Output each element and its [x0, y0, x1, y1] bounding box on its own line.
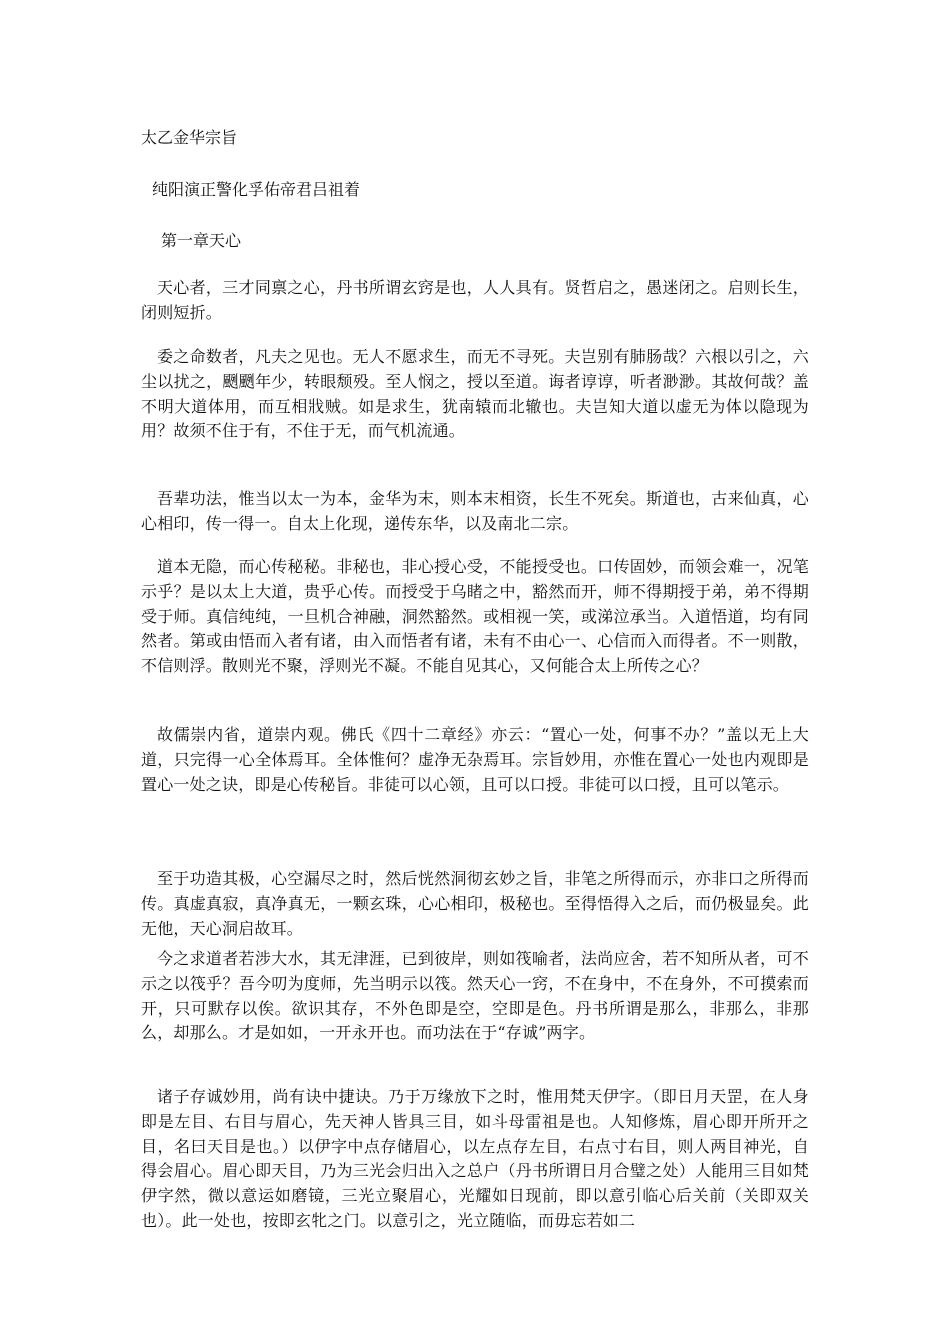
document-title: 太乙金华宗旨 — [141, 128, 238, 147]
paragraph-4: 道本无隐，而心传秘秘。非秘也，非心授心受，不能授受也。口传固妙，而领会难一，况笔示乎？是以太上大道，贵乎心传。而授受于乌睹之中，豁然而开，师不得期授于弟，弟不得期受于师。真信纯纯，一旦机合神融，洞然豁然。或相视一笑，或涕泣承当。入道悟道，均有同然者。第或由悟而入者有诸，由入而悟者有诸，未有不由心一、心信而入而得者。不一则散，不信则浮。散则光不聚，浮则光不凝。不能自见其心，又何能合太上所传之心？ — [141, 557, 809, 676]
paragraph-3: 吾辈功法，惟当以太一为本，金华为末，则本末相资，长生不死矣。斯道也，古来仙真，心心相印，传一得一。自太上化现，递传东华，以及南北二宗。 — [141, 489, 809, 533]
paragraph-5: 故儒崇内省，道崇内观。佛氏《四十二章经》亦云：“置心一处，何事不办？”盖以无上大道，只完得一心全体焉耳。全体惟何？虚净无杂焉耳。宗旨妙用，亦惟在置心一处也内观即是置心一处之诀，即是心传秘旨。非徒可以心领，且可以口授。非徒可以口授，且可以笔示。 — [141, 725, 809, 794]
paragraph-1: 天心者，三才同禀之心，丹书所谓玄窍是也，人人具有。贤哲启之，愚迷闭之。启则长生，闭则短折。 — [141, 278, 809, 322]
paragraph-8: 诸子存诚妙用，尚有诀中捷诀。乃于万缘放下之时，惟用梵天伊字。（即日月天罡，在人身即是左目、右目与眉心，先天神人皆具三目，如斗母雷祖是也。人知修炼，眉心即开所开之目，名曰天目是也。）以伊字中点存储眉心，以左点存左目，右点寸右目，则人两目神光，自得会眉心。眉心即天目，乃为三光会归出入之总户（丹书所谓日月合璧之处）人能用三目如梵伊字然，微以意运如磨镜，三光立聚眉心，光耀如日现前，即以意引临心后关前（关即双关也）。此一处也，按即玄牝之门。以意引之，光立随临，而毋忘若如二 — [141, 1087, 809, 1230]
document-subtitle: 纯阳演正警化孚佑帝君吕祖着 — [152, 180, 361, 199]
chapter-heading: 第一章天心 — [161, 231, 242, 250]
paragraph-6: 至于功造其极，心空漏尽之时，然后恍然洞彻玄妙之旨，非笔之所得而示，亦非口之所得而传。真虚真寂，真净真无，一颗玄珠，心心相印，极秘也。至得悟得入之后，而仍极显矣。此无他，天心洞启故耳。 — [141, 869, 809, 938]
paragraph-7: 今之求道者若涉大水，其无津涯，已到彼岸，则如筏喻者，法尚应舍，若不知所从者，可不示之以筏乎？吾今叨为度师，先当明示以筏。然天心一窍，不在身中，不在身外，不可摸索而开，只可默存以俟。欲识其存，不外色即是空，空即是色。丹书所谓是那么，非那么，非那么，却那么。才是如如，一开永开也。而功法在于“存诚”两字。 — [141, 949, 809, 1043]
paragraph-2: 委之命数者，凡夫之见也。无人不愿求生，而无不寻死。夫岂别有肺肠哉？六根以引之，六尘以扰之，颲颲年少，转眼颓殁。至人悯之，授以至道。诲者谆谆，听者渺渺。其故何哉？盖不明大道体用，而互相戕贼。如是求生，犹南辕而北辙也。夫岂知大道以虚无为体以隐现为用？故须不住于有，不住于无，而气机流通。 — [141, 347, 809, 441]
